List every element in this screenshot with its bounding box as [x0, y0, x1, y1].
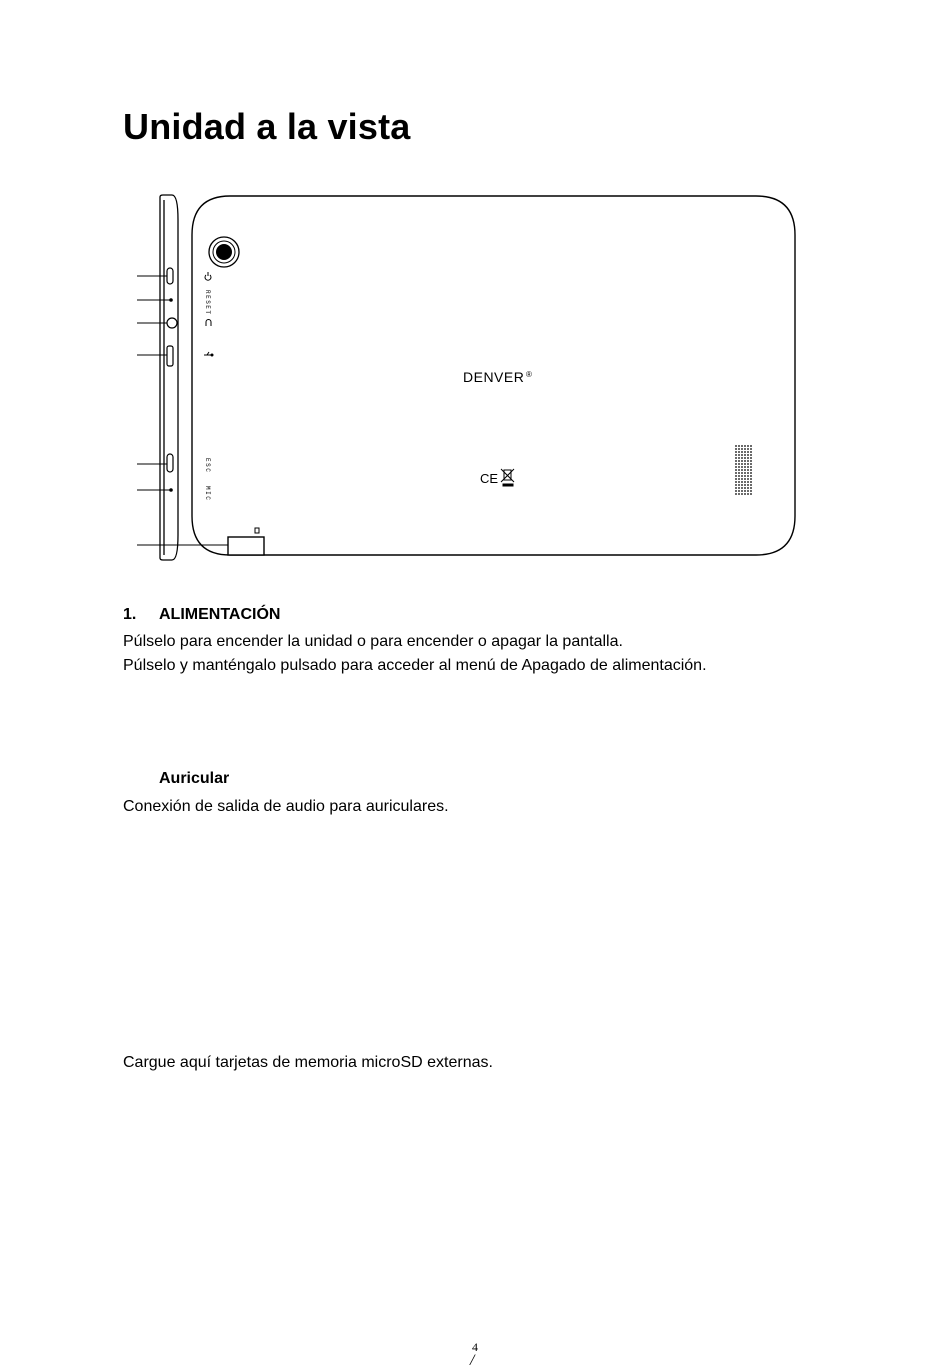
speaker-hole	[741, 490, 743, 492]
speaker-hole	[741, 487, 743, 489]
section-headphone-heading	[0, 770, 950, 792]
speaker-hole	[738, 460, 740, 462]
speaker-hole	[738, 490, 740, 492]
speaker-hole	[741, 445, 743, 447]
reset-hole	[170, 299, 172, 301]
speaker-hole	[747, 460, 749, 462]
speaker-hole	[741, 484, 743, 486]
paragraph-line: Cargue aquí tarjetas de memoria microSD externas.	[123, 1054, 493, 1071]
speaker-hole	[747, 451, 749, 453]
speaker-hole	[750, 463, 752, 465]
usb-icon	[204, 352, 213, 356]
speaker-hole	[741, 466, 743, 468]
mic-hole	[170, 489, 172, 491]
speaker-hole	[735, 460, 737, 462]
speaker-hole	[735, 466, 737, 468]
speaker-hole	[738, 451, 740, 453]
speaker-hole	[744, 445, 746, 447]
esc-button	[167, 454, 173, 472]
speaker-hole	[738, 481, 740, 483]
speaker-hole	[735, 463, 737, 465]
speaker-hole	[744, 466, 746, 468]
section-number: 1.	[123, 606, 137, 623]
speaker-hole	[750, 448, 752, 450]
page-number: 4	[472, 1340, 478, 1354]
speaker-hole	[738, 457, 740, 459]
section-power-heading	[0, 606, 950, 628]
speaker-hole	[750, 457, 752, 459]
side-controls	[167, 268, 177, 491]
speaker-hole	[747, 445, 749, 447]
speaker-hole	[741, 478, 743, 480]
headphone-icon	[206, 320, 211, 327]
section-label: ALIMENTACIÓN	[159, 606, 281, 623]
speaker-hole	[747, 487, 749, 489]
power-icon	[205, 272, 211, 280]
power-button	[167, 268, 173, 284]
speaker-hole	[747, 469, 749, 471]
speaker-hole	[741, 481, 743, 483]
brand-logo: DENVER	[463, 369, 525, 385]
speaker-hole	[747, 475, 749, 477]
section-label: Auricular	[159, 770, 230, 787]
speaker-hole	[747, 454, 749, 456]
speaker-hole	[735, 487, 737, 489]
speaker-hole	[735, 445, 737, 447]
speaker-hole	[750, 487, 752, 489]
speaker-hole	[747, 493, 749, 495]
speaker-hole	[738, 475, 740, 477]
speaker-hole	[747, 466, 749, 468]
speaker-hole	[744, 454, 746, 456]
speaker-hole	[744, 472, 746, 474]
speaker-hole	[735, 451, 737, 453]
speaker-hole	[738, 472, 740, 474]
speaker-hole	[750, 475, 752, 477]
speaker-hole	[747, 472, 749, 474]
speaker-hole	[741, 454, 743, 456]
speaker-hole	[744, 460, 746, 462]
speaker-hole	[750, 478, 752, 480]
section-power-text	[123, 630, 707, 678]
camera-icon	[209, 237, 239, 267]
weee-bin-icon	[501, 469, 514, 486]
port-icons	[204, 272, 259, 533]
speaker-hole	[744, 487, 746, 489]
ce-mark: CE	[480, 471, 499, 486]
sd-card-icon	[255, 528, 259, 533]
speaker-hole	[741, 448, 743, 450]
speaker-hole	[750, 451, 752, 453]
paragraph-line: Conexión de salida de audio para auriculares.	[123, 798, 449, 815]
speaker-hole	[744, 475, 746, 477]
speaker-hole	[741, 457, 743, 459]
speaker-hole	[744, 490, 746, 492]
page-number-slash: /	[470, 1352, 475, 1369]
speaker-hole	[735, 478, 737, 480]
speaker-hole	[738, 478, 740, 480]
speaker-hole	[738, 454, 740, 456]
speaker-hole	[750, 481, 752, 483]
section-headphone-text	[123, 795, 449, 819]
speaker-hole	[735, 472, 737, 474]
speaker-hole	[750, 445, 752, 447]
usb-port	[167, 346, 173, 366]
speaker-hole	[744, 457, 746, 459]
speaker-hole	[750, 469, 752, 471]
speaker-hole	[744, 481, 746, 483]
speaker-hole	[735, 457, 737, 459]
speaker-hole	[738, 445, 740, 447]
speaker-hole	[741, 493, 743, 495]
speaker-hole	[750, 484, 752, 486]
speaker-hole	[735, 484, 737, 486]
speaker-hole	[750, 493, 752, 495]
speaker-hole	[735, 454, 737, 456]
speaker-hole	[738, 466, 740, 468]
paragraph-line: Púlselo para encender la unidad o para encender o apagar la pantalla.	[123, 633, 623, 650]
speaker-hole	[735, 493, 737, 495]
speaker-hole	[747, 457, 749, 459]
speaker-hole	[744, 451, 746, 453]
speaker-hole	[738, 487, 740, 489]
speaker-hole	[744, 493, 746, 495]
esc-label: ESC	[204, 458, 211, 474]
speaker-hole	[744, 478, 746, 480]
tablet-diagram	[120, 190, 820, 570]
speaker-hole	[747, 484, 749, 486]
leader-lines	[137, 276, 228, 545]
section-microsd-text	[123, 1051, 493, 1075]
mic-label: MIC	[204, 486, 211, 502]
speaker-hole	[750, 460, 752, 462]
speaker-hole	[741, 475, 743, 477]
speaker-hole	[750, 466, 752, 468]
speaker-hole	[744, 469, 746, 471]
speaker-hole	[738, 469, 740, 471]
speaker-hole	[735, 490, 737, 492]
speaker-hole	[735, 481, 737, 483]
reset-label: RESET	[204, 290, 211, 316]
speaker-hole	[738, 484, 740, 486]
headphone-jack	[167, 318, 177, 328]
speaker-hole	[741, 451, 743, 453]
speaker-hole	[750, 454, 752, 456]
speaker-hole	[738, 493, 740, 495]
speaker-hole	[750, 472, 752, 474]
tablet-side-view	[160, 195, 178, 560]
speaker-hole	[741, 472, 743, 474]
speaker-hole	[738, 448, 740, 450]
speaker-hole	[735, 448, 737, 450]
speaker-hole	[747, 478, 749, 480]
speaker-hole	[735, 475, 737, 477]
speaker-hole	[741, 463, 743, 465]
speaker-hole	[747, 481, 749, 483]
speaker-hole	[744, 463, 746, 465]
speaker-grille	[735, 445, 752, 495]
speaker-hole	[744, 448, 746, 450]
speaker-hole	[744, 484, 746, 486]
page-title: Unidad a la vista	[123, 106, 411, 147]
brand-registered-mark: ®	[526, 370, 532, 379]
paragraph-line: Púlselo y manténgalo pulsado para acceder al menú de Apagado de alimentación.	[123, 657, 707, 674]
speaker-hole	[747, 463, 749, 465]
speaker-hole	[750, 490, 752, 492]
speaker-hole	[747, 490, 749, 492]
microsd-slot	[228, 537, 264, 555]
speaker-hole	[738, 463, 740, 465]
speaker-hole	[747, 448, 749, 450]
speaker-hole	[735, 469, 737, 471]
speaker-hole	[741, 469, 743, 471]
speaker-hole	[741, 460, 743, 462]
